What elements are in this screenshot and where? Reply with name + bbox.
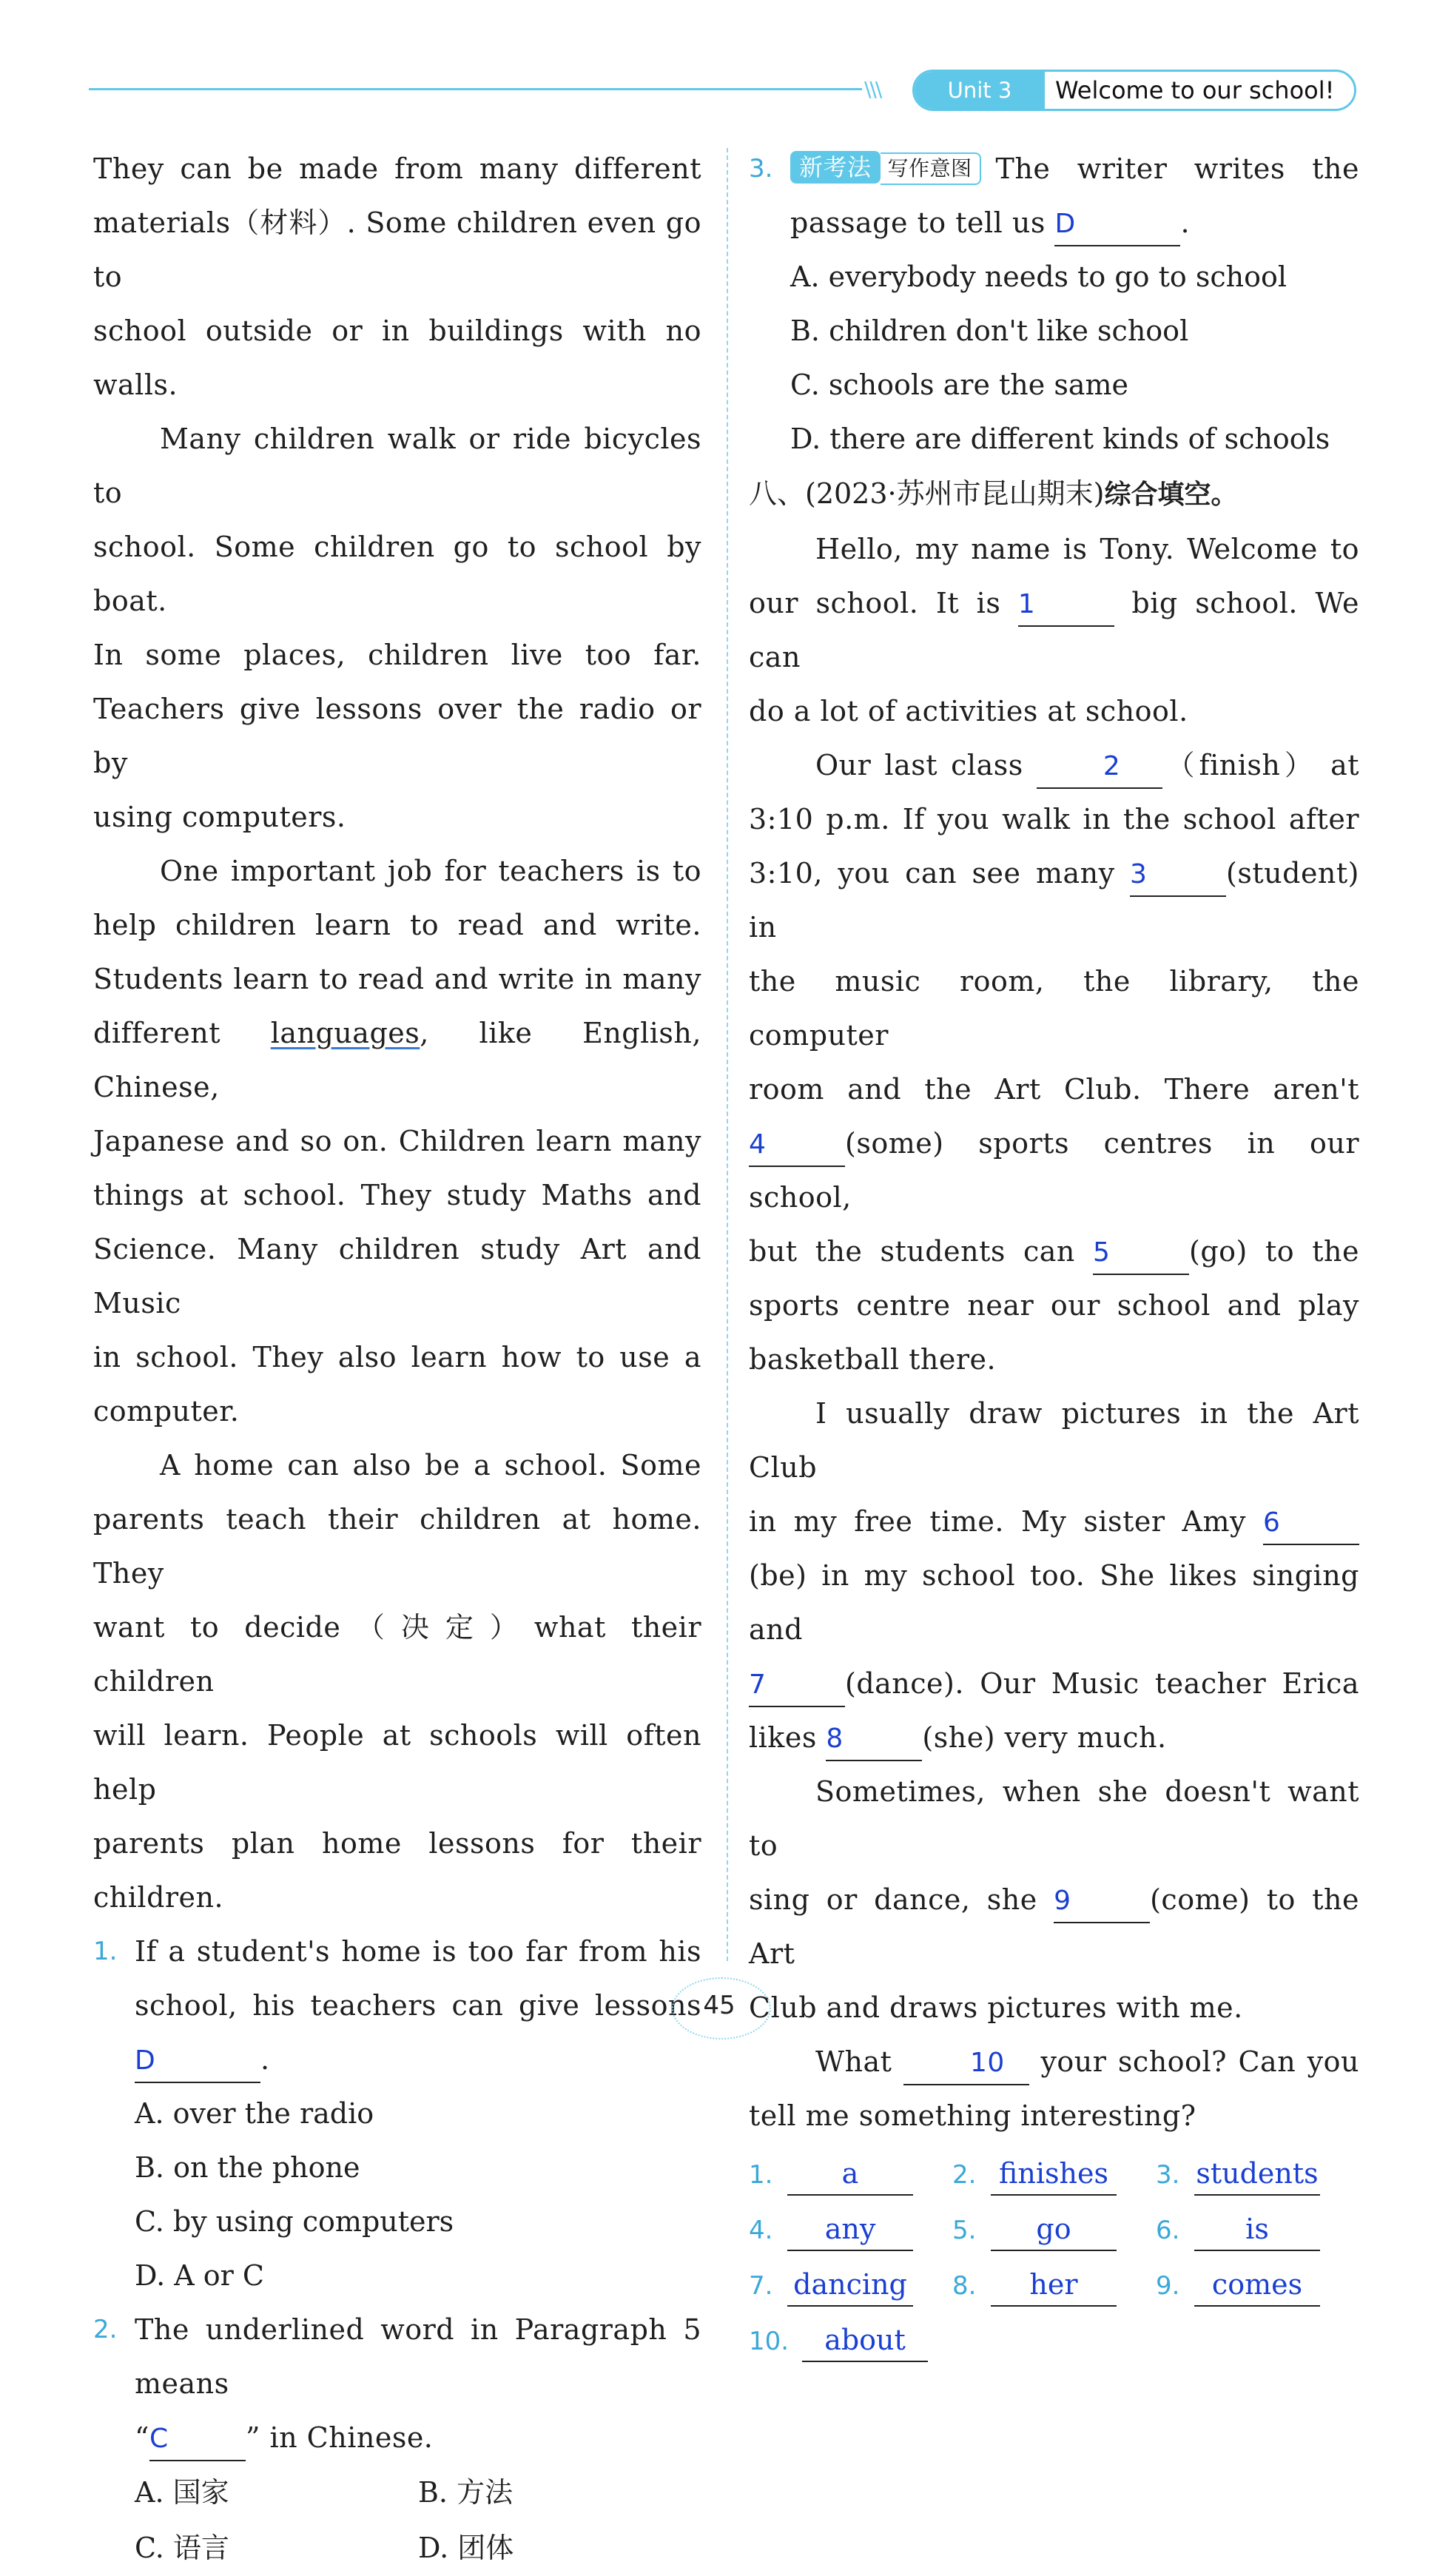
answer-value[interactable]: dancing	[787, 2264, 913, 2307]
text-span: your school? Can you	[1029, 2045, 1359, 2078]
text-span: in my free time. My sister Amy	[749, 1505, 1263, 1538]
text-span: Our last class	[815, 749, 1037, 781]
text-span: ” in Chinese.	[245, 2421, 434, 2454]
text-line: things at school. They study Maths and	[93, 1179, 701, 1211]
answer-value[interactable]: finishes	[991, 2153, 1117, 2196]
text-line: Sometimes, when she doesn't want to	[749, 1775, 1359, 1862]
cloze-passage	[749, 522, 1359, 2143]
paragraph-0	[93, 142, 701, 412]
answer-item	[749, 2148, 952, 2203]
text-line	[749, 847, 1359, 955]
answer-number: 4.	[749, 2216, 773, 2245]
question-number: 3.	[749, 154, 773, 184]
unit-label: Unit 3	[915, 72, 1045, 109]
option-a[interactable]: A. everybody needs to go to school	[790, 260, 1287, 293]
writing-intent-badge: 写作意图	[881, 152, 981, 185]
text-line	[749, 2035, 1359, 2089]
text-line: do a lot of activities at school.	[749, 695, 1188, 727]
answer-row	[749, 2148, 1359, 2203]
cloze-blank-4[interactable]: 4	[749, 1124, 845, 1167]
paragraph-2	[93, 844, 701, 1439]
option-d[interactable]: D. there are different kinds of schools	[790, 423, 1330, 455]
paragraph-1	[93, 412, 701, 844]
text-span: passage to tell us	[790, 206, 1055, 239]
header-ticks: \\\	[864, 77, 881, 101]
question-text: school, his teachers can give lessons	[135, 1989, 701, 2022]
text-line: Japanese and so on. Children learn many	[93, 1125, 701, 1157]
answer-number: 9.	[1156, 2271, 1180, 2301]
text-line: computer.	[93, 1395, 240, 1427]
text-line: Teachers give lessons over the radio or by	[93, 693, 701, 779]
text-line	[749, 1657, 1359, 1711]
cloze-blank-9[interactable]: 9	[1054, 1880, 1150, 1923]
text-span: （finish） at	[1162, 749, 1360, 781]
new-method-badge: 新考法	[790, 151, 881, 184]
answer-value[interactable]: students	[1194, 2153, 1320, 2196]
answer-value[interactable]: a	[787, 2153, 913, 2196]
underlined-word: languages	[270, 1017, 420, 1049]
option-b[interactable]: B. children don't like school	[790, 315, 1189, 347]
text-span: different	[93, 1017, 271, 1049]
question-text	[790, 196, 1359, 250]
text-line: Students learn to read and write in many	[93, 963, 701, 995]
text-span: .	[260, 2043, 270, 2076]
answer-value[interactable]: about	[802, 2319, 928, 2362]
text-line: Many children walk or ride bicycles to	[93, 423, 701, 509]
question-text	[135, 2411, 701, 2465]
text-line: Science. Many children study Art and Music	[93, 1233, 701, 1319]
question-text	[790, 142, 1359, 196]
text-span: (come) to the Art	[749, 1883, 1359, 1970]
answer-value[interactable]: comes	[1194, 2264, 1320, 2307]
option-d[interactable]: D. 团体	[418, 2532, 514, 2564]
question-3	[749, 142, 1359, 250]
text-line: 3:10 p.m. If you walk in the school after	[749, 803, 1359, 835]
text-span: big school. We can	[749, 587, 1360, 673]
left-column	[93, 142, 701, 2576]
text-line: materials（材料）. Some children even go to	[93, 206, 701, 293]
cloze-blank-7[interactable]: 7	[749, 1664, 845, 1707]
cloze-blank-8[interactable]: 8	[826, 1718, 922, 1761]
question-1	[93, 1925, 701, 2087]
text-line	[749, 1117, 1359, 1225]
right-column	[749, 142, 1359, 2370]
unit-title: Welcome to our school!	[1055, 76, 1335, 104]
text-line: Club and draws pictures with me.	[749, 1991, 1243, 2024]
section-source: 八、(2023·苏州市昆山期末)	[749, 477, 1105, 510]
answer-number: 8.	[952, 2271, 977, 2301]
text-line	[749, 739, 1359, 793]
text-line: the music room, the library, the computer	[749, 965, 1359, 1052]
answer-item	[952, 2203, 1156, 2259]
option-c[interactable]: C. by using computers	[135, 2205, 454, 2238]
header-banner	[912, 70, 1356, 111]
text-line: want to decide（决定）what their children	[93, 1611, 701, 1698]
text-span: The writer writes the	[995, 152, 1359, 185]
text-line: in school. They also learn how to use a	[93, 1341, 701, 1373]
option-c[interactable]: C. schools are the same	[790, 369, 1129, 401]
text-span: What	[815, 2045, 903, 2078]
text-line: tell me something interesting?	[749, 2099, 1196, 2132]
text-span: “	[135, 2421, 149, 2454]
answer-number: 3.	[1156, 2160, 1180, 2190]
text-line: One important job for teachers is to	[160, 855, 701, 887]
text-span: .	[1180, 206, 1191, 239]
answer-value[interactable]: her	[991, 2264, 1117, 2307]
text-span: sing or dance, she	[749, 1883, 1054, 1916]
text-span: , like English, Chinese,	[93, 1017, 701, 1103]
answer-item	[1156, 2259, 1359, 2314]
text-line: They can be made from many different	[93, 152, 701, 185]
header-rule	[89, 88, 862, 90]
text-line: basketball there.	[749, 1343, 997, 1376]
answer-number: 2.	[952, 2160, 977, 2190]
option-c[interactable]: C. 语言	[135, 2532, 229, 2564]
text-line: will learn. People at schools will often help	[93, 1719, 701, 1806]
text-line: (be) in my school too. She likes singing and	[749, 1559, 1359, 1646]
answer-row	[749, 2203, 1359, 2259]
question-text: The underlined word in Paragraph 5 means	[135, 2313, 701, 2400]
cloze-blank-2[interactable]: 2	[1037, 746, 1162, 789]
option-d[interactable]: D. A or C	[135, 2259, 264, 2292]
answer-blank[interactable]: D	[1054, 204, 1180, 246]
question-text: If a student's home is too far from his	[135, 1935, 701, 1968]
answer-number: 10.	[749, 2327, 790, 2356]
text-span: our school. It is	[749, 587, 1018, 619]
answer-blank[interactable]: D	[135, 2040, 260, 2083]
text-line	[93, 1006, 701, 1114]
text-span: (dance). Our Music teacher Erica	[845, 1667, 1359, 1700]
text-line: room and the Art Club. There aren't	[749, 1073, 1359, 1106]
text-span: (some) sports centres in our school,	[749, 1127, 1359, 1214]
answer-item	[952, 2148, 1156, 2203]
cloze-blank-5[interactable]: 5	[1093, 1232, 1189, 1275]
answer-number: 6.	[1156, 2216, 1180, 2245]
answer-number: 5.	[952, 2216, 977, 2245]
cloze-blank-3[interactable]: 3	[1130, 854, 1226, 897]
question-2	[93, 2303, 701, 2465]
text-line: In some places, children live too far.	[93, 639, 701, 671]
answer-row	[749, 2314, 1359, 2370]
answer-number: 1.	[749, 2160, 773, 2190]
text-line	[749, 576, 1359, 685]
answer-item	[749, 2259, 952, 2314]
text-line: parents teach their children at home. They	[93, 1503, 701, 1590]
cloze-blank-1[interactable]: 1	[1018, 584, 1114, 627]
text-span: likes	[749, 1721, 827, 1754]
text-span: 3:10, you can see many	[749, 857, 1131, 890]
option-row	[93, 2520, 701, 2576]
text-line	[749, 1873, 1359, 1981]
option-a[interactable]: A. over the radio	[135, 2097, 374, 2130]
text-line: help children learn to read and write.	[93, 909, 701, 941]
text-line: Hello, my name is Tony. Welcome to	[815, 533, 1359, 565]
page-number: 45	[703, 1991, 735, 2020]
answer-key	[749, 2148, 1359, 2370]
text-line: school outside or in buildings with no walls.	[93, 315, 701, 401]
text-line	[749, 1225, 1359, 1279]
answer-item	[1156, 2203, 1359, 2259]
question-number: 1.	[93, 1937, 118, 1966]
answer-item	[1156, 2148, 1359, 2203]
answer-value[interactable]: go	[991, 2208, 1117, 2251]
answer-value[interactable]: any	[787, 2208, 913, 2251]
text-span: but the students can	[749, 1235, 1093, 1268]
text-line: school. Some children go to school by boat.	[93, 531, 701, 617]
section-heading	[749, 466, 1359, 522]
text-span: (go) to the	[1189, 1235, 1359, 1268]
answer-item	[749, 2314, 1000, 2370]
question-text	[135, 2033, 701, 2087]
option-b[interactable]: B. 方法	[418, 2476, 514, 2509]
text-line: children.	[93, 1881, 224, 1914]
text-line: A home can also be a school. Some	[160, 1449, 701, 1482]
answer-blank[interactable]: C	[149, 2418, 246, 2461]
answer-value[interactable]: is	[1194, 2208, 1320, 2251]
section-title: 综合填空。	[1104, 480, 1238, 510]
answer-number: 7.	[749, 2271, 773, 2301]
option-b[interactable]: B. on the phone	[135, 2151, 360, 2184]
cloze-blank-6[interactable]: 6	[1263, 1502, 1359, 1545]
text-line	[749, 1495, 1359, 1549]
text-span: (she) very much.	[922, 1721, 1167, 1754]
answer-row	[749, 2259, 1359, 2314]
text-line: I usually draw pictures in the Art Club	[749, 1397, 1359, 1484]
column-divider	[727, 148, 728, 1961]
option-row	[93, 2465, 701, 2520]
answer-item	[952, 2259, 1156, 2314]
answer-item	[749, 2203, 952, 2259]
question-number: 2.	[93, 2315, 118, 2344]
paragraph-3	[93, 1439, 701, 1925]
text-line: using computers.	[93, 801, 346, 833]
cloze-blank-10[interactable]: 10	[903, 2042, 1029, 2085]
text-span: (student) in	[749, 857, 1359, 944]
text-line	[749, 1711, 1359, 1765]
text-line: sports centre near our school and play	[749, 1289, 1359, 1322]
text-line: parents plan home lessons for their	[93, 1827, 701, 1860]
option-a[interactable]: A. 国家	[135, 2476, 229, 2509]
